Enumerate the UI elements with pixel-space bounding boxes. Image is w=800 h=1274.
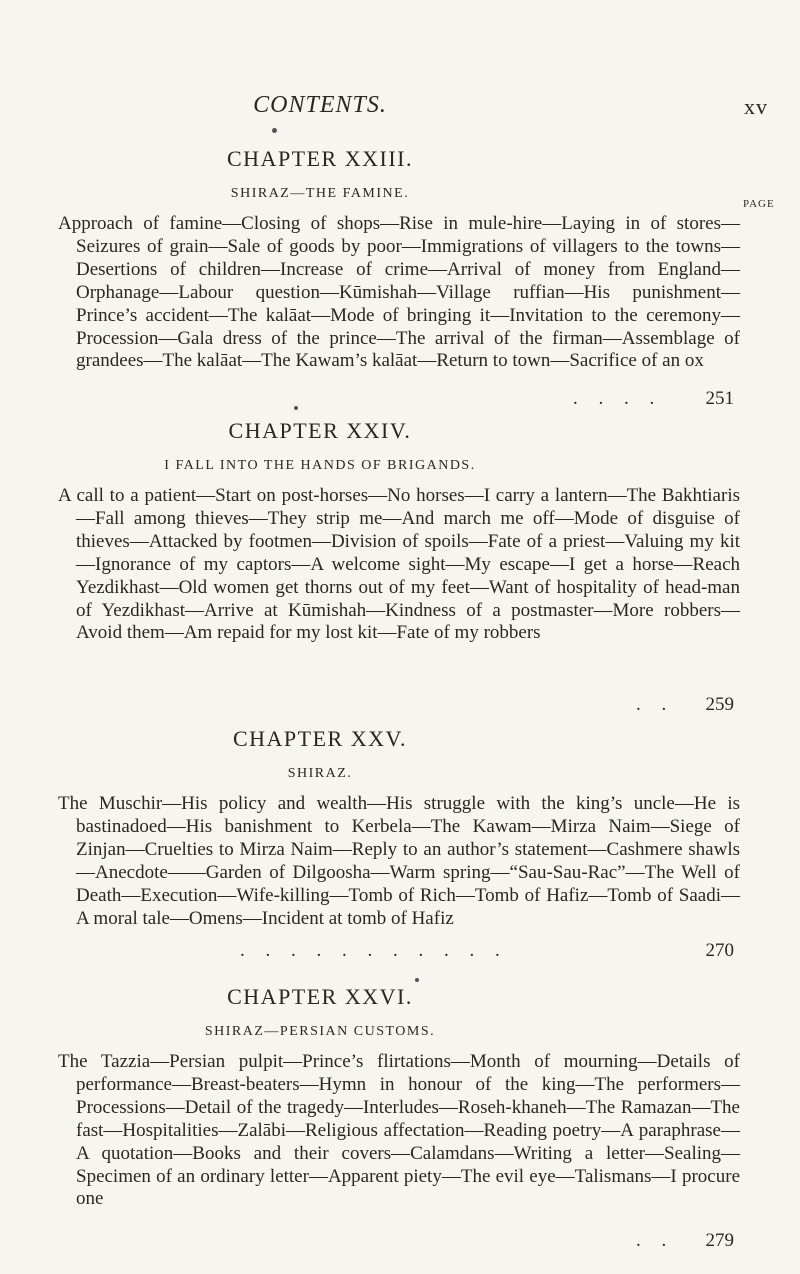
- chapter-summary: [58, 213, 740, 373]
- chapter-summary-text: Approach of famine—Closing of shops—Rise in mule-hire—Laying in of stores—Seizures of grain—Sale of goods by poor—Immigrations of villagers to the towns—Desertions of children—Increase of crime—Arrival of money from England—Orphanage—Labour question—Kūmishah—Village ruffian—His punishment—Prince’s accident—The kalāat—Mode of bringing it—Invitation to the ceremony—Procession—Gala dress of the prince—The arrival of the firman—Assemblage of grandees—The kalāat—The Kawam’s kalāat—Return to town—Sacrifice of an ox: [58, 213, 740, 372]
- chapter-page-number: 259: [705, 694, 734, 715]
- chapter-entry: [0, 726, 800, 961]
- chapter-subtitle: SHIRAZ—THE FAMINE.: [230, 186, 410, 201]
- page-column-label: PAGE: [743, 198, 775, 210]
- chapter-page-number: 279: [705, 1230, 734, 1251]
- chapter-subtitle: SHIRAZ.: [287, 766, 353, 781]
- chapter-summary: [58, 793, 740, 930]
- chapter-entry: [0, 984, 800, 1251]
- chapter-title: CHAPTER XXIV.: [228, 418, 412, 443]
- chapter-title: CHAPTER XXV.: [232, 726, 408, 751]
- chapter-summary: [58, 485, 740, 645]
- printer-ornament-dot: [415, 978, 419, 982]
- running-head-title: CONTENTS.: [253, 92, 387, 118]
- running-head-page-number: xv: [744, 94, 768, 119]
- printer-ornament-dot: [294, 406, 298, 410]
- printer-ornament-dot: [272, 128, 277, 133]
- dot-leader: . . . . . . . . . . .: [240, 940, 508, 961]
- chapter-entry: [0, 418, 800, 715]
- chapter-summary-text: The Tazzia—Persian pulpit—Prince’s flirtations—Month of mourning—Details of performance—Breast-beaters—Hymn in honour of the king—The performers—Processions—Detail of the tragedy—Interludes—Roseh-khaneh—The Ramazan—The fast—Hospitalities—Zalābi—Religious affectation—Reading poetry—A paraphrase—A quotation—Books and their covers—Calamdans—Writing a letter—Sealing—Specimen of an ordinary letter—Apparent piety—The evil eye—Talismans—I procure one: [58, 1051, 740, 1210]
- chapter-page-number: 251: [705, 388, 734, 409]
- chapter-entry: [0, 146, 800, 409]
- chapter-summary-text: A call to a patient—Start on post-horses—No horses—I carry a lantern—The Bakhtiaris—Fall among thieves—They strip me—And march me off—Mode of disguise of thieves—Attacked by footmen—Division of spoils—Fate of a priest—Valuing my kit—Ignorance of my captors—A welcome sight—My escape—I get a horse—Reach Yezdikhast—Old women get thorns out of my feet—Want of hospitality of head-man of Yezdikhast—Arrive at Kūmishah—Kindness of a postmaster—More robbers—Avoid them—Am repaid for my lost kit—Fate of my robbers: [58, 485, 740, 644]
- chapter-summary: [58, 1051, 740, 1211]
- chapter-subtitle: I FALL INTO THE HANDS OF BRIGANDS.: [164, 458, 476, 473]
- chapter-summary-text: The Muschir—His policy and wealth—His struggle with the king’s uncle—He is bastinadoed—His banishment to Kerbela—The Kawam—Mirza Naim—Siege of Zinjan—Cruelties to Mirza Naim—Reply to an author’s statement—Cashmere shawls—Anecdote——Garden of Dilgoosha—Warm spring—“Sau-Sau-Rac”—The Well of Death—Execution—Wife-killing—Tomb of Rich—Tomb of Hafiz—Tomb of Saadi—A moral tale—Omens—Incident at tomb of Hafiz: [58, 793, 740, 929]
- dot-leader: . . . .: [573, 388, 663, 409]
- chapter-page-number: 270: [705, 940, 734, 961]
- dot-leader: . .: [636, 694, 675, 715]
- chapter-subtitle: SHIRAZ—PERSIAN CUSTOMS.: [204, 1024, 436, 1039]
- chapter-title: CHAPTER XXIII.: [227, 146, 413, 171]
- dot-leader: . .: [636, 1230, 675, 1251]
- running-head: [0, 92, 800, 122]
- chapter-title: CHAPTER XXVI.: [227, 984, 413, 1009]
